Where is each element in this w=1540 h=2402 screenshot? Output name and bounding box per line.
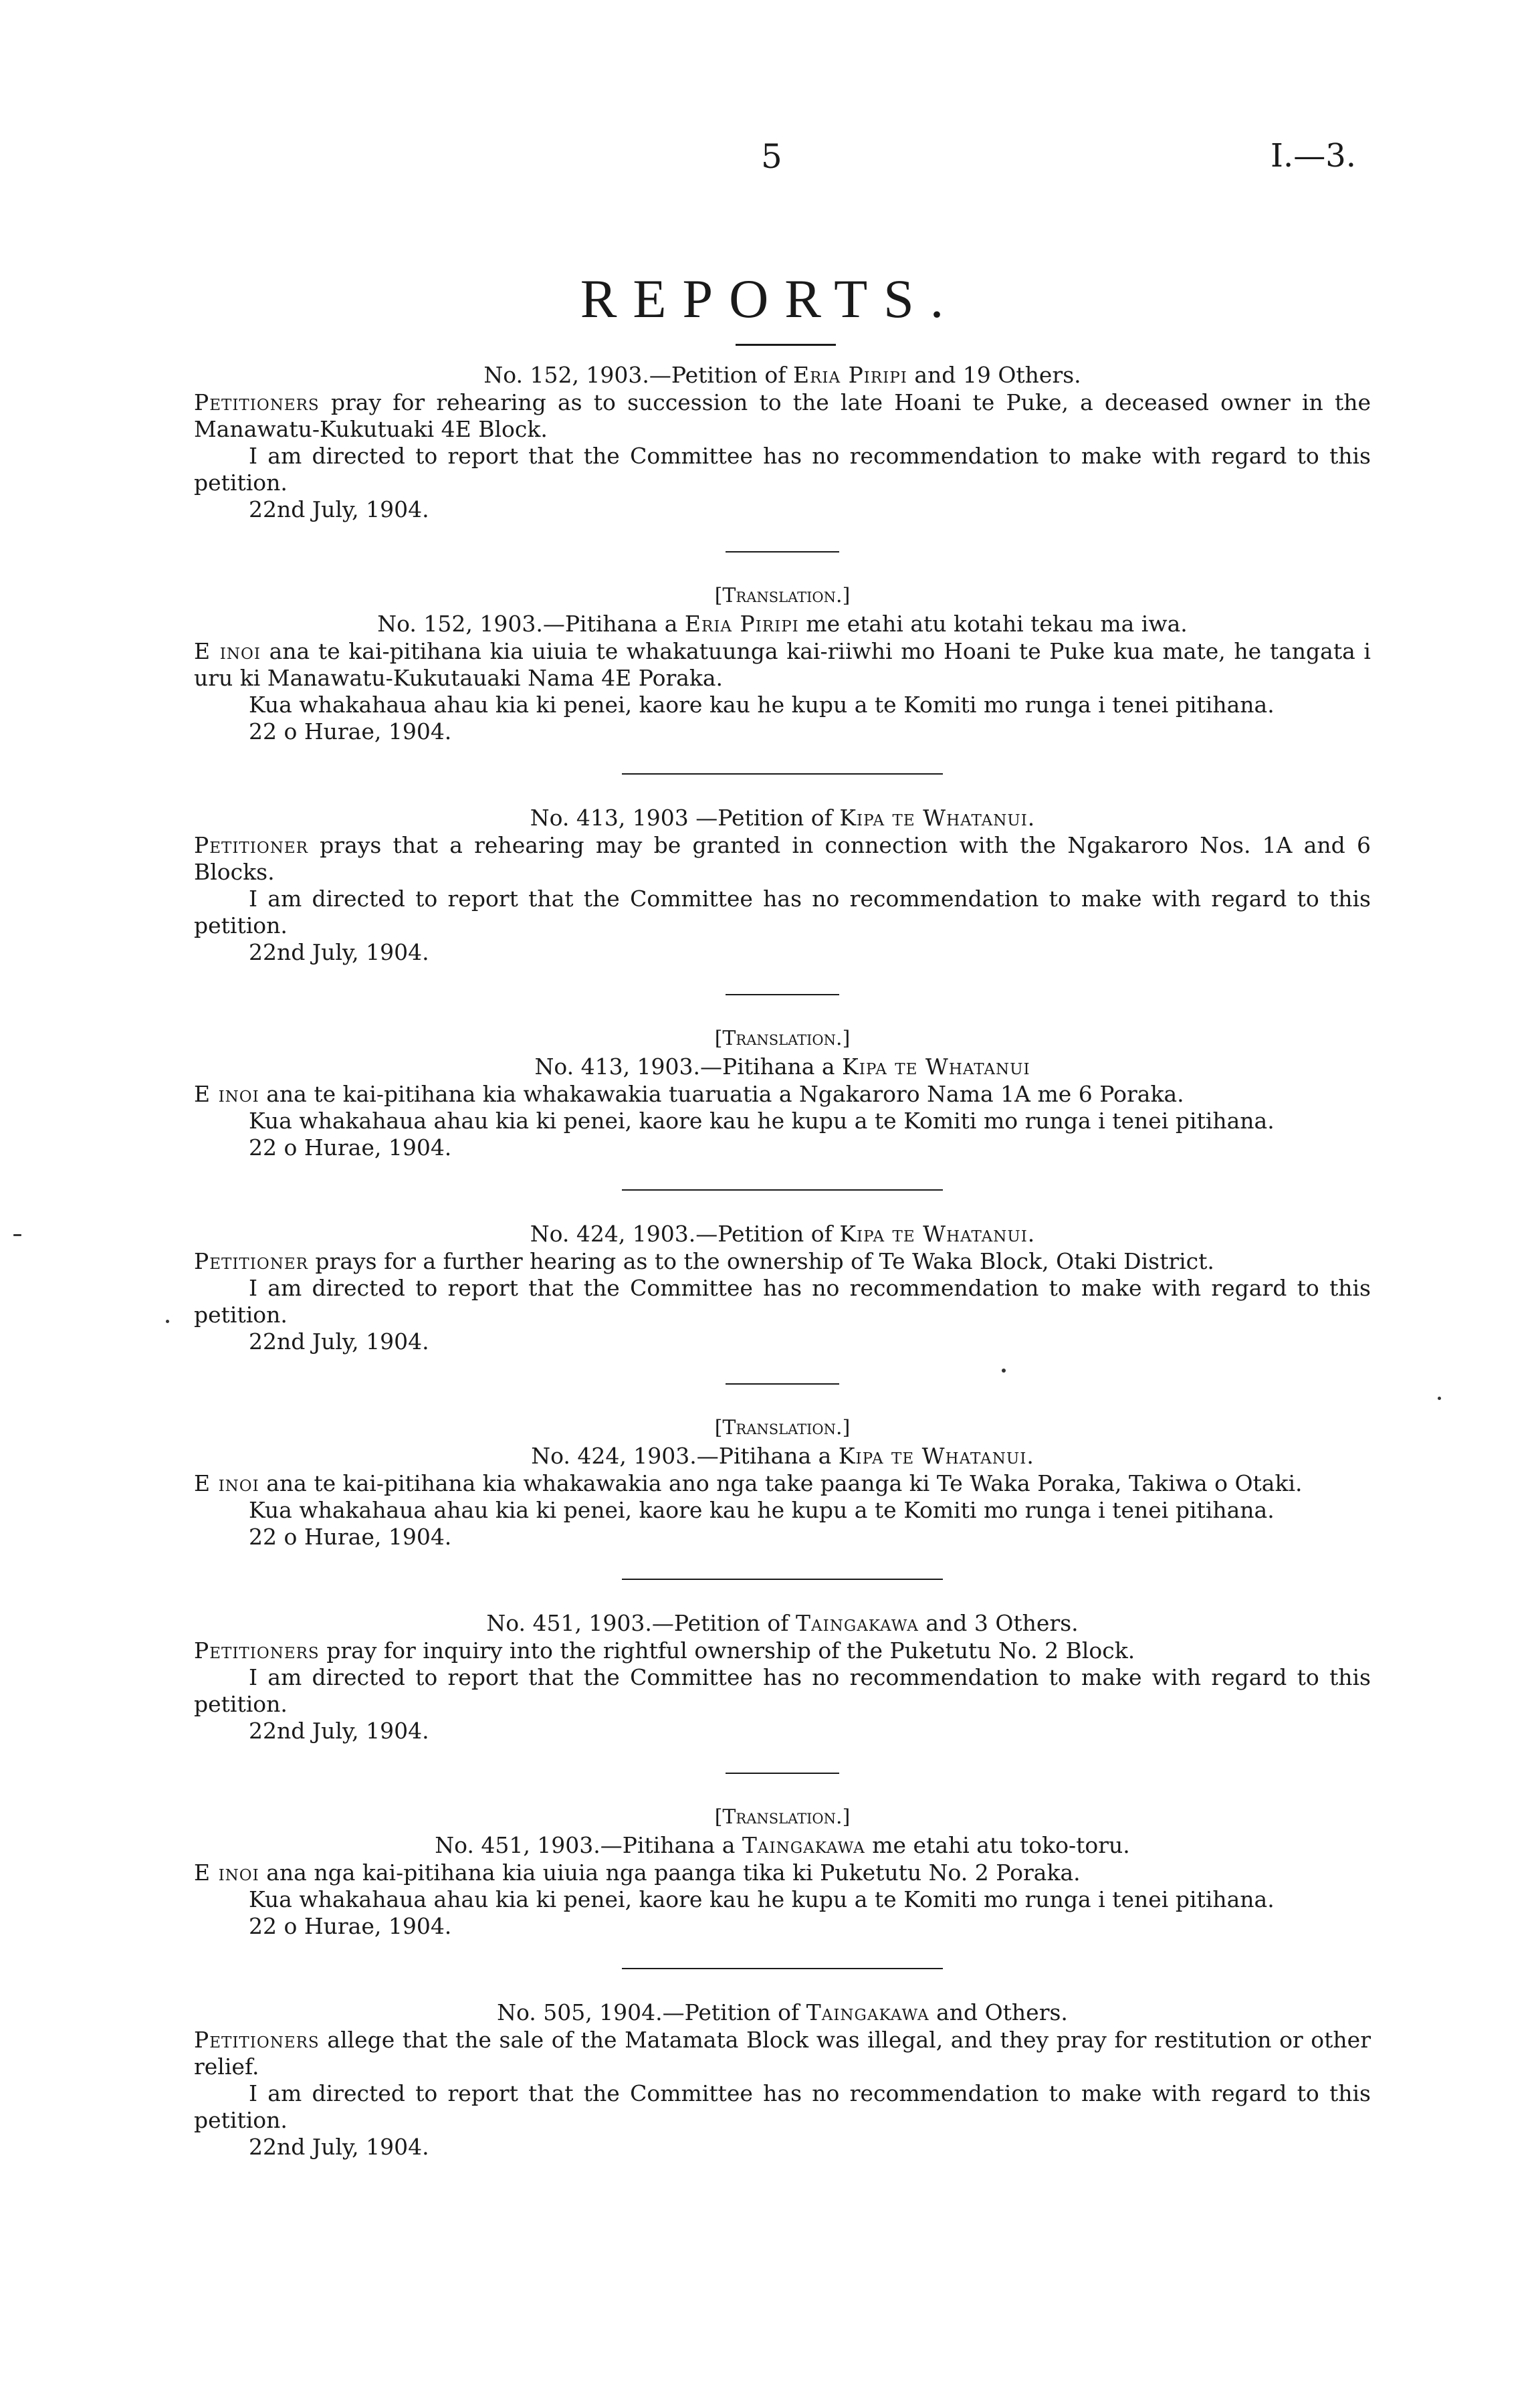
section-divider [726,994,839,995]
prayer-lead: Petitioners [194,2027,320,2053]
prayer-lead: E inoi [194,1081,259,1107]
committee-report: Kua whakahaua ahau kia ki penei, kaore kau he kupu a te Komiti mo runga i tenei pitihana. [249,1497,1275,1523]
translation-section [194,582,1371,745]
petition-section [194,1999,1371,2161]
heading-text: No. 505, 1904.—Petition of [497,1999,806,2025]
heading-text: me etahi atu toko-toru. [865,1832,1130,1858]
committee-report: I am directed to report that the Committee has no recommendation to make with regard to this petition. [194,443,1371,496]
reports-title: REPORTS. [580,268,960,329]
petition-section [194,1220,1371,1355]
heading-text: and Others. [929,1999,1068,2025]
petitioner-name: Kipa te Whatanui [839,805,1028,831]
translation-label: [Translation.] [714,1027,851,1050]
petition-heading [194,610,1371,638]
report-date: 22nd July, 1904. [249,496,429,522]
heading-text: No. 424, 1903.—Petition of [530,1221,840,1247]
heading-text: and 3 Others. [918,1610,1079,1636]
heading-text: No. 152, 1903.—Pitihana a [377,611,685,637]
petition-prayer [194,1081,1371,1108]
prayer-lead: Petitioner [194,1248,308,1274]
committee-report: Kua whakahaua ahau kia ki penei, kaore kau he kupu a te Komiti mo runga i tenei pitihana. [249,1886,1275,1912]
prayer-body: ana te kai-pitihana kia uiuia te whakatuunga kai-riiwhi mo Hoani te Puke kua mate, he tangata i uru ki Manawatu-Kukutauaki Nama 4E Poraka. [194,638,1371,691]
committee-report: Kua whakahaua ahau kia ki penei, kaore kau he kupu a te Komiti mo runga i tenei pitihana. [249,692,1275,718]
report-date: 22 o Hurae, 1904. [249,1134,452,1161]
petition-heading [194,1831,1371,1860]
section-divider [726,1383,839,1385]
translation-section [194,1803,1371,1940]
petition-heading [194,1442,1371,1470]
report-date: 22nd July, 1904. [249,2134,429,2160]
section-divider [726,1773,839,1774]
page-number: 5 [761,137,782,176]
prayer-body: prays that a rehearing may be granted in connection with the Ngakaroro Nos. 1A and 6 Blocks. [194,832,1371,885]
petition-prayer [194,2027,1371,2080]
prayer-body: pray for inquiry into the rightful ownership of the Puketutu No. 2 Block. [319,1637,1135,1664]
petition-prayer [194,1637,1371,1664]
report-date: 22 o Hurae, 1904. [249,718,452,744]
petitioner-name: Eria Piripi [684,611,799,637]
petition-heading [194,1053,1371,1081]
heading-text: No. 413, 1903.—Pitihana a [534,1054,843,1080]
prayer-body: allege that the sale of the Matamata Block was illegal, and they pray for restitution or other relief. [194,2027,1371,2080]
committee-report: I am directed to report that the Committee has no recommendation to make with regard to this petition. [194,1275,1371,1328]
prayer-lead: E inoi [194,1860,259,1886]
petition-heading [194,804,1371,832]
petition-section [194,1609,1371,1744]
petition-prayer [194,1248,1371,1275]
prayer-body: ana nga kai-pitihana kia uiuia nga paanga tika ki Puketutu No. 2 Poraka. [259,1860,1081,1886]
petition-list [194,361,1371,2185]
petition-prayer [194,1470,1371,1497]
report-date: 22nd July, 1904. [249,1718,429,1744]
report-date: 22 o Hurae, 1904. [249,1913,452,1939]
scan-speck [166,1320,169,1323]
section-divider [726,551,839,553]
heading-text: No. 451, 1903.—Petition of [486,1610,796,1636]
petition-heading [194,1220,1371,1248]
document-reference: I.—3. [1271,137,1357,175]
petition-section [194,804,1371,966]
committee-report: I am directed to report that the Committee has no recommendation to make with regard to this petition. [194,886,1371,938]
petitioner-name: Eria Piripi [792,362,907,388]
section-divider [622,1579,943,1580]
scan-speck [1002,1369,1006,1373]
translation-section [194,1414,1371,1550]
section-divider [622,1189,943,1191]
petition-section [194,361,1371,523]
committee-report: Kua whakahaua ahau kia ki penei, kaore kau he kupu a te Komiti mo runga i tenei pitihana. [249,1108,1275,1134]
report-date: 22 o Hurae, 1904. [249,1524,452,1550]
committee-report: I am directed to report that the Committee has no recommendation to make with regard to this petition. [194,2080,1371,2133]
petitioner-name: Kipa te Whatanui [839,1221,1028,1247]
prayer-body: ana te kai-pitihana kia whakawakia tuaruatia a Ngakaroro Nama 1A me 6 Poraka. [259,1081,1184,1107]
petition-prayer [194,1860,1371,1886]
petitioner-name: Kipa te Whatanui [842,1054,1030,1080]
heading-text: . [1027,1221,1035,1247]
title-rule [736,344,836,346]
translation-label: [Translation.] [714,1416,851,1439]
heading-text: No. 424, 1903.—Pitihana a [531,1443,839,1469]
section-divider [622,773,943,775]
section-divider [622,1968,943,1969]
petitioner-name: Taingakawa [742,1832,865,1858]
heading-text: No. 152, 1903.—Petition of [483,362,793,388]
petition-prayer [194,832,1371,886]
heading-text: No. 451, 1903.—Pitihana a [435,1832,742,1858]
prayer-lead: Petitioners [194,1637,320,1664]
prayer-body: prays for a further hearing as to the ownership of Te Waka Block, Otaki District. [308,1248,1214,1274]
petition-prayer [194,389,1371,443]
translation-section [194,1025,1371,1161]
petition-heading [194,361,1371,389]
prayer-lead: Petitioner [194,832,308,858]
petitioner-name: Kipa te Whatanui [838,1443,1027,1469]
heading-text: me etahi atu kotahi tekau ma iwa. [798,611,1188,637]
petition-heading [194,1609,1371,1637]
scan-speck [13,1234,21,1236]
heading-text: No. 413, 1903 —Petition of [530,805,840,831]
prayer-body: pray for rehearing as to succession to the late Hoani te Puke, a deceased owner in the Manawatu-Kukutuaki 4E Block. [194,389,1371,442]
scan-speck [1438,1397,1441,1400]
petition-prayer [194,638,1371,692]
committee-report: I am directed to report that the Committee has no recommendation to make with regard to this petition. [194,1664,1371,1717]
translation-label: [Translation.] [714,1805,851,1829]
report-date: 22nd July, 1904. [249,1328,429,1355]
prayer-lead: E inoi [194,638,261,664]
petitioner-name: Taingakawa [795,1610,919,1636]
report-date: 22nd July, 1904. [249,939,429,965]
petitioner-name: Taingakawa [806,1999,929,2025]
heading-text: and 19 Others. [907,362,1081,388]
petition-heading [194,1999,1371,2027]
heading-text: . [1027,805,1035,831]
heading-text: . [1026,1443,1034,1469]
prayer-body: ana te kai-pitihana kia whakawakia ano nga take paanga ki Te Waka Poraka, Takiwa o Otaki. [259,1470,1303,1496]
translation-label: [Translation.] [714,584,851,607]
prayer-lead: E inoi [194,1470,259,1496]
prayer-lead: Petitioners [194,389,320,415]
